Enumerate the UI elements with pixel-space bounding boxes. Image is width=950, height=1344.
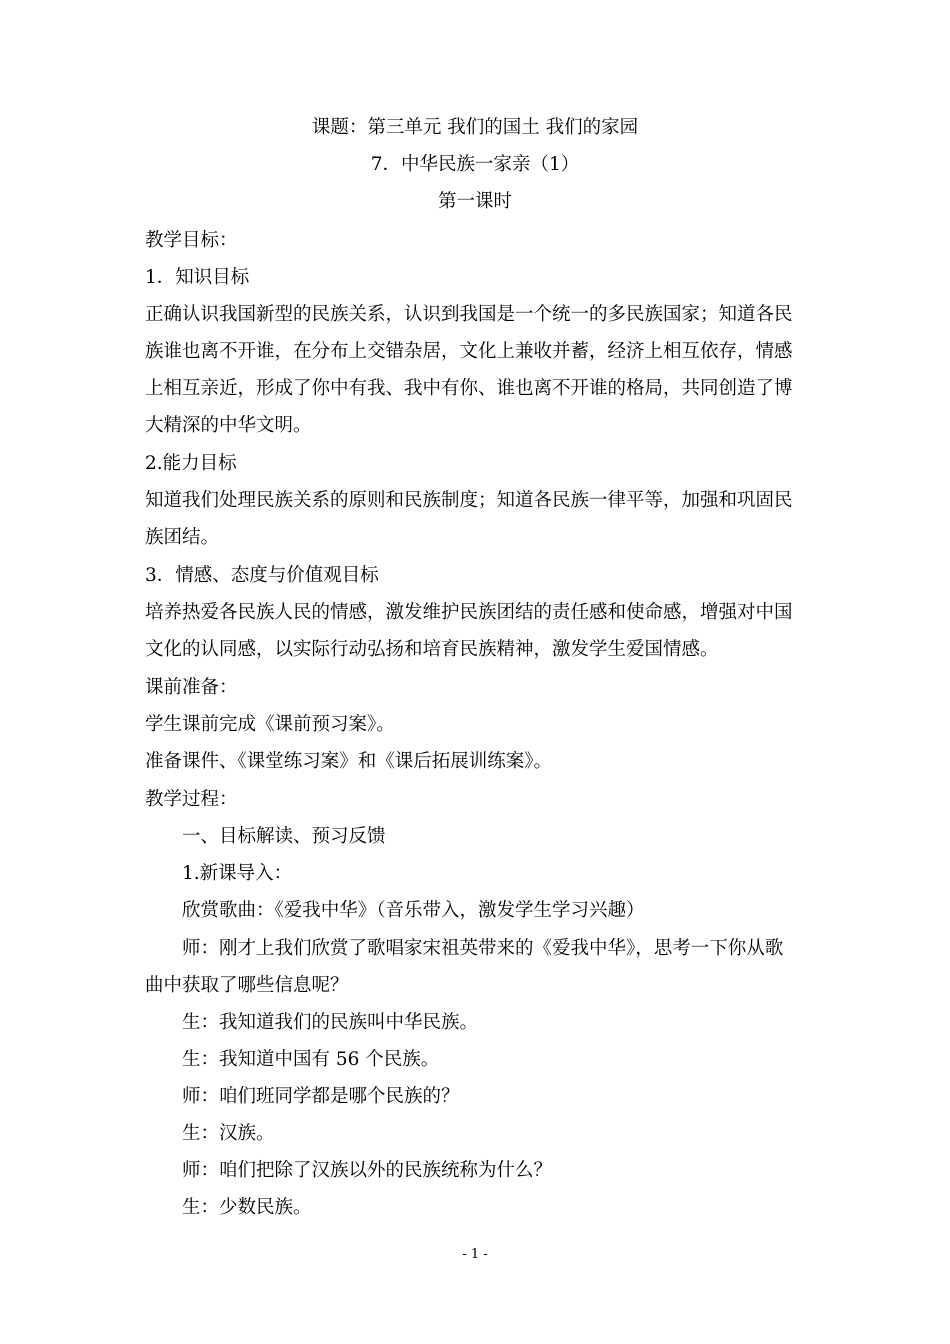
- objectives-heading: 教学目标：: [145, 230, 238, 251]
- dialogue-line: 师：咱们把除了汉族以外的民族统称为什么？: [182, 1160, 553, 1181]
- step-heading: 1.新课导入：: [182, 863, 293, 884]
- process-heading: 教学过程：: [145, 789, 238, 810]
- knowledge-heading: 1．知识目标: [145, 267, 250, 288]
- knowledge-line: 大精深的中华文明。: [145, 415, 312, 436]
- dialogue-line: 生：我知道我们的民族叫中华民族。: [182, 1012, 479, 1033]
- preparation-line: 准备课件、《课堂练习案》和《课后拓展训练案》。: [145, 751, 553, 772]
- ability-heading: 2.能力目标: [145, 453, 237, 474]
- knowledge-line: 正确认识我国新型的民族关系，认识到我国是一个统一的多民族国家；知道各民: [145, 304, 793, 325]
- document-title: 课题：第三单元 我们的国土 我们的家园: [311, 117, 639, 138]
- knowledge-line: 上相互亲近，形成了你中有我、我中有你、谁也离不开谁的格局，共同创造了博: [145, 378, 793, 399]
- emotion-line: 培养热爱各民族人民的情感，激发维护民族团结的责任感和使命感，增强对中国: [145, 602, 793, 623]
- ability-line: 族团结。: [145, 527, 220, 548]
- dialogue-line: 生：汉族。: [182, 1123, 275, 1144]
- lesson-title: 7．中华民族一家亲（1）: [370, 154, 580, 175]
- knowledge-line: 族谁也离不开谁，在分布上交错杂居，文化上兼收并蓄，经济上相互依存，情感: [145, 341, 793, 362]
- dialogue-line: 生：少数民族。: [182, 1197, 312, 1218]
- dialogue-line: 师：咱们班同学都是哪个民族的？: [182, 1086, 460, 1107]
- dialogue-line: 师：刚才上我们欣赏了歌唱家宋祖英带来的《爱我中华》，思考一下你从歌: [182, 938, 784, 959]
- section-heading: 一、目标解读、预习反馈: [182, 826, 386, 847]
- lesson-period: 第一课时: [437, 191, 512, 212]
- preparation-line: 学生课前完成《课前预习案》。: [145, 714, 395, 735]
- emotion-heading: 3．情感、态度与价值观目标: [145, 565, 379, 586]
- ability-line: 知道我们处理民族关系的原则和民族制度；知道各民族一律平等，加强和巩固民: [145, 490, 793, 511]
- song-line: 欣赏歌曲：《爱我中华》（音乐带入，激发学生学习兴趣）: [182, 900, 645, 921]
- preparation-heading: 课前准备：: [145, 677, 238, 698]
- dialogue-line: 曲中获取了哪些信息呢？: [145, 975, 349, 996]
- page-number: - 1 -: [462, 1247, 488, 1262]
- dialogue-line: 生：我知道中国有 56 个民族。: [182, 1049, 440, 1070]
- emotion-line: 文化的认同感，以实际行动弘扬和培育民族精神，激发学生爱国情感。: [145, 639, 719, 660]
